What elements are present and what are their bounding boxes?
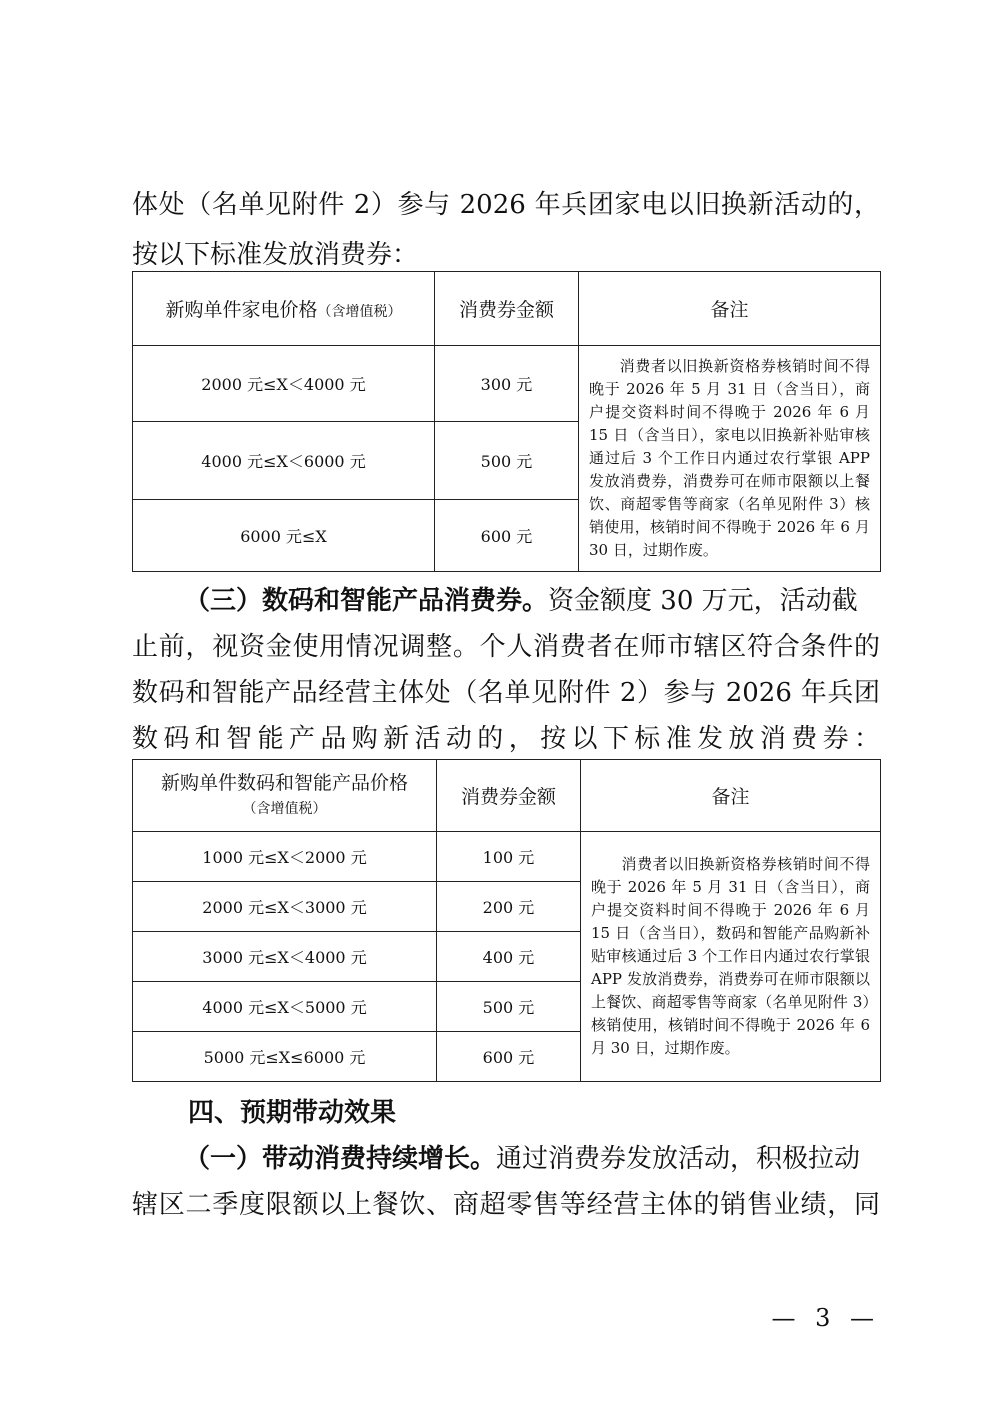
section3-line-3: 数码和智能产品经营主体处（名单见附件 2）参与 2026 年兵团 xyxy=(132,678,880,708)
section3-line-2: 止前，视资金使用情况调整。个人消费者在师市辖区符合条件的 xyxy=(132,632,880,662)
intro-line-2: 按以下标准发放消费券： xyxy=(132,240,419,270)
body-line xyxy=(132,714,880,764)
section4-line-2: 辖区二季度限额以上餐饮、商超零售等经营主体的销售业绩，同 xyxy=(132,1190,880,1220)
appliance-voucher-table xyxy=(132,271,881,572)
body-line xyxy=(132,576,880,626)
table-row xyxy=(133,346,881,422)
body-line xyxy=(188,1088,880,1138)
price-range-cell: 2000 元≤X＜4000 元 xyxy=(133,346,435,422)
price-range-cell: 6000 元≤X xyxy=(133,500,435,572)
amount-cell: 500 元 xyxy=(435,422,579,500)
price-range-cell: 4000 元≤X＜6000 元 xyxy=(133,422,435,500)
remark-cell xyxy=(579,346,881,572)
amount-cell: 500 元 xyxy=(437,982,581,1032)
amount-cell: 600 元 xyxy=(437,1032,581,1082)
remark-text: 消费者以旧换新资格券核销时间不得晚于 2026 年 5 月 31 日（含当日），商户提交资料时间不得晚于 2026 年 6 月 15 日（含当日），数码和智能产品购新补贴审核通过后 3 个工作日内通过农行掌银 APP 发放消费券，消费券可在师市限额以上餐饮、商超零售等商家（名单见附件 3）核销使用，核销时间不得晚于 2026 年 6 月 30 日，过期作废。 xyxy=(591,855,870,1057)
price-range-cell: 4000 元≤X＜5000 元 xyxy=(133,982,437,1032)
price-range-cell: 2000 元≤X＜3000 元 xyxy=(133,882,437,932)
intro-line-1: 体处（名单见附件 2）参与 2026 年兵团家电以旧换新活动的， xyxy=(132,190,880,220)
section4-line-1: 通过消费券发放活动，积极拉动 xyxy=(496,1144,861,1174)
body-line xyxy=(132,1134,880,1184)
header-price: 新购单件数码和智能产品价格 （含增值税） xyxy=(133,760,437,832)
header-price-note: （含增值税） xyxy=(242,800,327,817)
remark-text: 消费者以旧换新资格券核销时间不得晚于 2026 年 5 月 31 日（含当日），商户提交资料时间不得晚于 2026 年 6 月 15 日（含当日），家电以旧换新补贴审核通过后 3 个工作日内通过农行掌银 APP 发放消费券，消费券可在师市限额以上餐饮、商超零售等商家（名单见附件 3）核销使用，核销时间不得晚于 2026 年 6 月 30 日，过期作废。 xyxy=(589,357,870,559)
header-remark: 备注 xyxy=(579,272,881,346)
remark-cell xyxy=(581,832,881,1082)
table-header-row xyxy=(133,760,881,832)
price-range-cell: 3000 元≤X＜4000 元 xyxy=(133,932,437,982)
table-header-row xyxy=(133,272,881,346)
amount-cell: 600 元 xyxy=(435,500,579,572)
header-price-note: （含增值税） xyxy=(317,304,402,320)
header-amount: 消费券金额 xyxy=(435,272,579,346)
digital-voucher-table xyxy=(132,759,881,1082)
body-line xyxy=(132,180,880,230)
body-line xyxy=(132,1180,880,1230)
price-range-cell: 1000 元≤X＜2000 元 xyxy=(133,832,437,882)
section4-title: 四、预期带动效果 xyxy=(188,1098,397,1128)
section3-line-4: 数码和智能产品购新活动的，按以下标准发放消费券： xyxy=(132,724,880,754)
section3-line-1: 资金额度 30 万元，活动截 xyxy=(548,586,858,616)
section3-heading: （三）数码和智能产品消费券。 xyxy=(184,586,549,616)
amount-cell: 200 元 xyxy=(437,882,581,932)
section4-subheading: （一）带动消费持续增长。 xyxy=(184,1144,497,1174)
body-line xyxy=(132,622,880,672)
amount-cell: 400 元 xyxy=(437,932,581,982)
amount-cell: 100 元 xyxy=(437,832,581,882)
page-number: — 3 — xyxy=(771,1304,880,1332)
body-line xyxy=(132,668,880,718)
table-row xyxy=(133,832,881,882)
amount-cell: 300 元 xyxy=(435,346,579,422)
header-amount: 消费券金额 xyxy=(437,760,581,832)
header-remark: 备注 xyxy=(581,760,881,832)
price-range-cell: 5000 元≤X≤6000 元 xyxy=(133,1032,437,1082)
header-price: 新购单件家电价格（含增值税） xyxy=(133,272,435,346)
